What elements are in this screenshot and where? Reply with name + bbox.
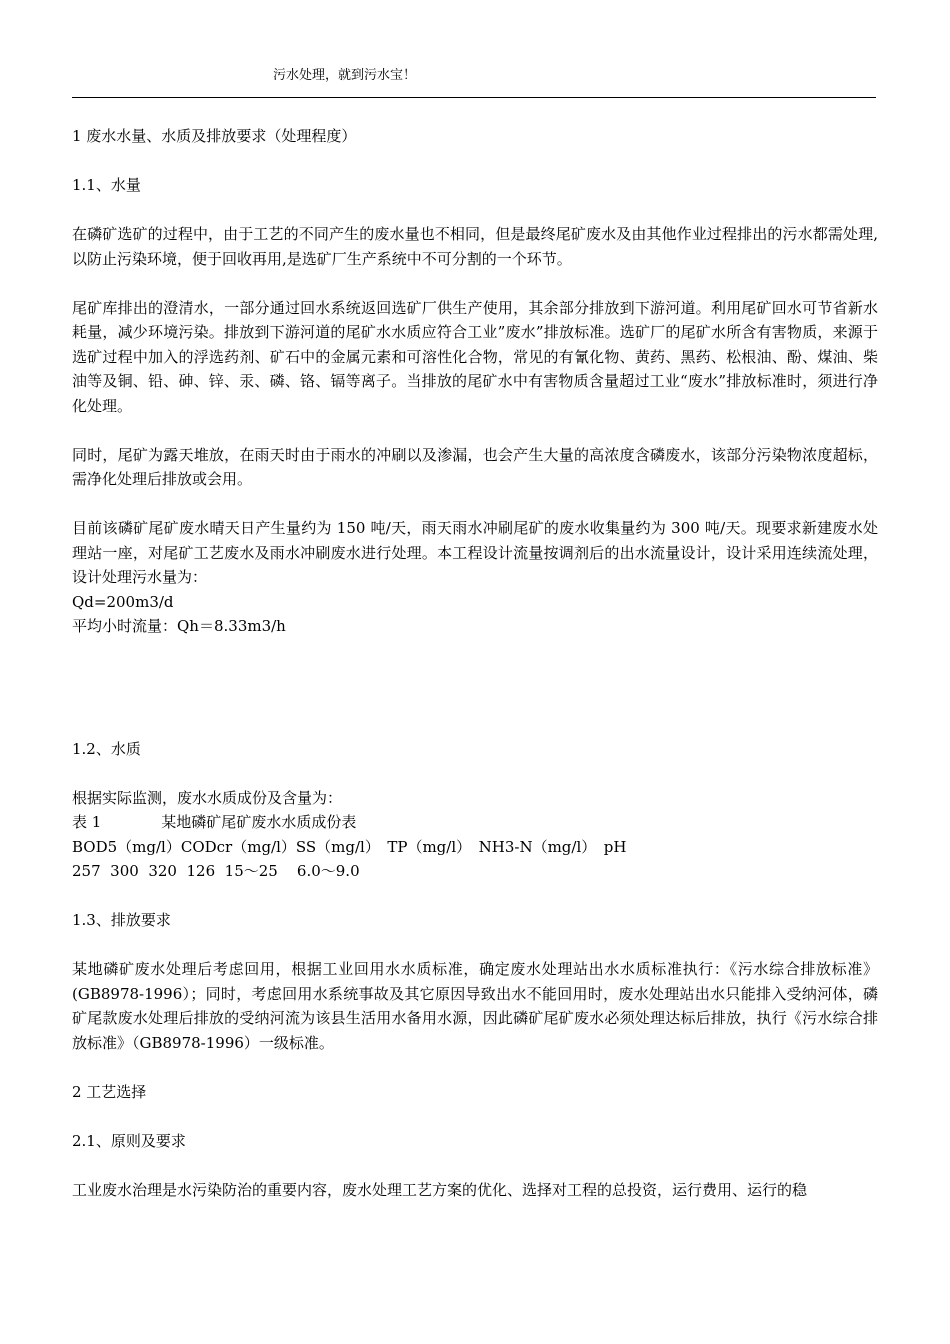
- paragraph-1-1-b: 尾矿库排出的澄清水，一部分通过回水系统返回选矿厂供生产使用，其余部分排放到下游河道。利用尾矿回水可节省新水耗量，减少环境污染。排放到下游河道的尾矿水水质应符合工业”废水”排放标准。选矿厂的尾矿水所含有害物质，来源于选矿过程中加入的浮选药剂、矿石中的金属元素和可溶性化合物，常见的有氰化物、黄药、黑药、松根油、酚、煤油、柴油等及铜、铅、砷、锌、汞、磷、铬、镉等离子。当排放的尾矿水中有害物质含量超过工业“废水”排放标准时，须进行净化处理。: [72, 298, 878, 415]
- paragraph-1-1-a: 在磷矿选矿的过程中，由于工艺的不同产生的废水量也不相同，但是最终尾矿废水及由其他作业过程排出的污水都需处理,以防止污染环境，便于回收再用,是选矿厂生产系统中不可分割的一个环节。: [72, 225, 878, 268]
- paragraph-1-3-a: 某地磷矿废水处理后考虑回用，根据工业回用水水质标准，确定废水处理站出水水质标准执行：《污水综合排放标准》(GB8978-1996）；同时，考虑回用水系统事故及其它原因导致出水不能回用时，废水处理站出水只能排入受纳河体，磷矿尾款废水处理后排放的受纳河流为该县生活用水备用水源，因此磷矿尾矿废水必须处理达标后排放，执行《污水综合排放标准》（GB8978-1996）一级标准。: [72, 960, 878, 1052]
- section-2-title: 2 工艺选择: [72, 1082, 147, 1101]
- table-caption: 表 1 某地磷矿尾矿废水水质成份表: [72, 813, 357, 831]
- header-rule: [72, 97, 876, 98]
- flow-daily: Qd=200m3/d: [72, 592, 174, 611]
- paragraph-1-2-a: 根据实际监测，废水水质成份及含量为：: [72, 788, 343, 807]
- section-2-1-title: 2.1、原则及要求: [72, 1131, 186, 1150]
- table-values-row: 257 300 320 126 15～25 6.0～9.0: [72, 862, 360, 880]
- table-header-row: BOD5（mg/l）CODcr（mg/l）SS（mg/l） TP（mg/l） NH3-N（mg/l） pH: [72, 837, 627, 856]
- spacer: [72, 639, 878, 737]
- section-1-title: 1 废水水量、水质及排放要求（处理程度）: [72, 127, 357, 145]
- flow-hourly: 平均小时流量：Qh＝8.33m3/h: [72, 617, 286, 635]
- section-1-2-title: 1.2、水质: [72, 739, 141, 758]
- section-1-1-title: 1.1、水量: [72, 176, 141, 194]
- document-body: [72, 124, 878, 1202]
- paragraph-1-1-c: 同时，尾矿为露天堆放，在雨天时由于雨水的冲刷以及渗漏，也会产生大量的高浓度含磷废水，该部分污染物浓度超标，需净化处理后排放或会用。: [72, 445, 878, 488]
- paragraph-1-1-d: 目前该磷矿尾矿废水晴天日产生量约为 150 吨/天，雨天雨水冲刷尾矿的废水收集量约为 300 吨/天。现要求新建废水处理站一座，对尾矿工艺废水及雨水冲刷废水进行处理。本工程设计流量按调剂后的出水流量设计，设计采用连续流处理，设计处理污水量为：: [72, 519, 878, 586]
- page-header: 污水处理，就到污水宝！: [273, 68, 417, 83]
- paragraph-2-1-a: 工业废水治理是水污染防治的重要内容，废水处理工艺方案的优化、选择对工程的总投资，运行费用、运行的稳: [72, 1180, 808, 1199]
- section-1-3-title: 1.3、排放要求: [72, 911, 171, 929]
